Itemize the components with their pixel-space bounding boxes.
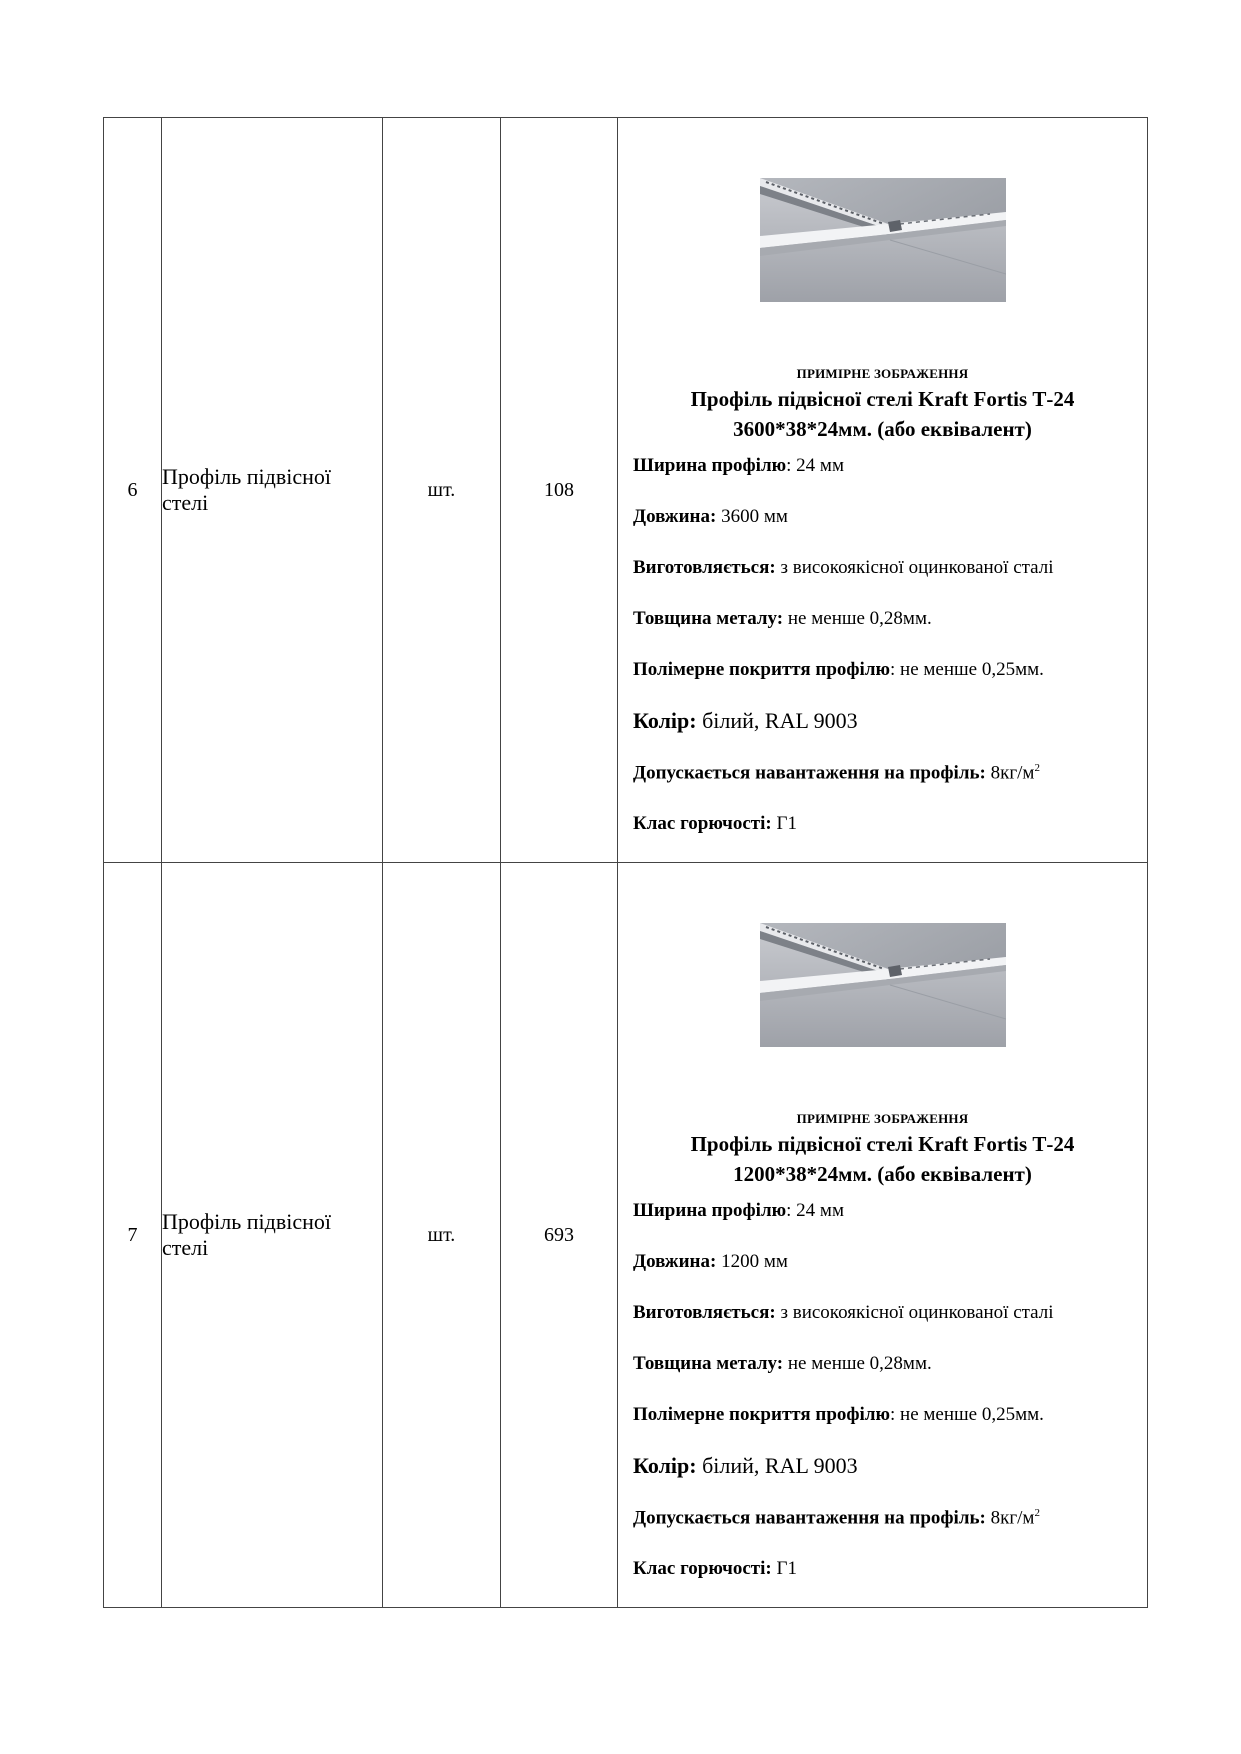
product-title-line1: Профіль підвісної стелі Kraft Fortis Т-24 <box>690 386 1075 411</box>
spec-thickness: Товщина металу: не менше 0,28мм. <box>633 607 932 629</box>
spec-width: Ширина профілю: 24 мм <box>633 1199 844 1221</box>
spec-color: Колір: білий, RAL 9003 <box>633 1452 858 1478</box>
spec-material: Виготовляється: з високоякісної оцинкованої сталі <box>633 556 1054 578</box>
ceiling-profile-photo <box>760 923 1006 1047</box>
spec-length: Довжина: 3600 мм <box>633 505 788 527</box>
item-quantity: 108 <box>501 118 618 863</box>
item-unit: шт. <box>383 118 501 863</box>
spec-list <box>618 1199 1147 1581</box>
product-title-line2: 1200*38*24мм. (або еквівалент) <box>733 1161 1032 1186</box>
spec-flammability: Клас горючості: Г1 <box>633 813 797 835</box>
row-number: 6 <box>104 118 162 863</box>
image-caption: ПРИМІРНЕ ЗОБРАЖЕННЯ <box>796 1110 969 1126</box>
row-number: 7 <box>104 863 162 1608</box>
item-unit: шт. <box>383 863 501 1608</box>
spec-coating: Полімерне покриття профілю: не менше 0,25мм. <box>633 1403 1044 1425</box>
item-name: Профіль підвісної стелі <box>162 863 383 1608</box>
image-caption: ПРИМІРНЕ ЗОБРАЖЕННЯ <box>796 365 969 381</box>
spec-width: Ширина профілю: 24 мм <box>633 454 844 476</box>
item-description <box>618 118 1148 863</box>
spec-color: Колір: білий, RAL 9003 <box>633 707 858 733</box>
product-title-line2: 3600*38*24мм. (або еквівалент) <box>733 416 1032 441</box>
item-name: Профіль підвісної стелі <box>162 118 383 863</box>
spec-coating: Полімерне покриття профілю: не менше 0,25мм. <box>633 658 1044 680</box>
spec-list <box>618 454 1147 836</box>
ceiling-profile-photo <box>760 178 1006 302</box>
spec-flammability: Клас горючості: Г1 <box>633 1558 797 1580</box>
product-title <box>618 384 1147 444</box>
spec-load: Допускається навантаження на профіль: $8кг/м^2$ <box>633 1506 1040 1529</box>
spec-load: Допускається навантаження на профіль: $8кг/м^2$ <box>633 761 1040 784</box>
spec-length: Довжина: 1200 мм <box>633 1250 788 1272</box>
spec-material: Виготовляється: з високоякісної оцинкованої сталі <box>633 1301 1054 1323</box>
product-title <box>618 1129 1147 1189</box>
item-quantity: 693 <box>501 863 618 1608</box>
table-row <box>104 118 1148 863</box>
product-title-line1: Профіль підвісної стелі Kraft Fortis Т-24 <box>690 1131 1075 1156</box>
spec-thickness: Товщина металу: не менше 0,28мм. <box>633 1352 932 1374</box>
item-description <box>618 863 1148 1608</box>
table-row <box>104 863 1148 1608</box>
spec-table <box>103 117 1148 1608</box>
